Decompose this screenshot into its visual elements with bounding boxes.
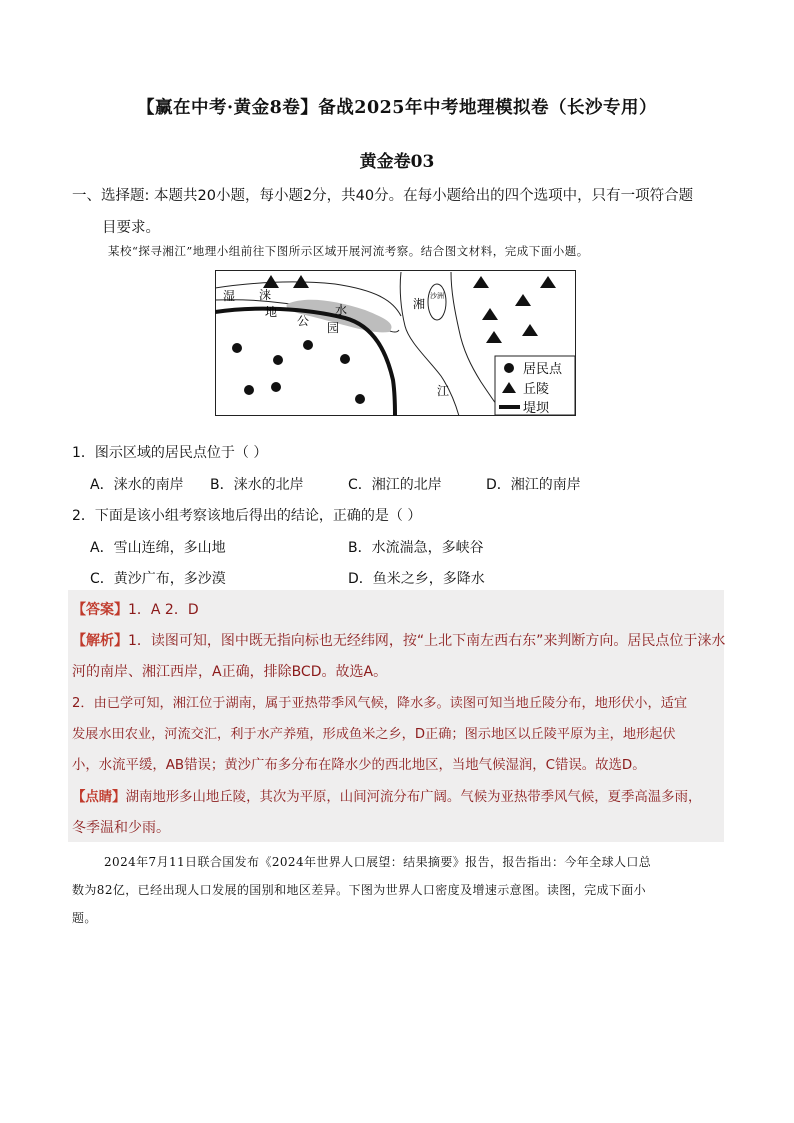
legend-hill-label: 丘陵 [523, 382, 550, 397]
analysis-line-4: 发展水田农业，河流交汇，利于水产养殖，形成鱼米之乡，D正确；图示地区以丘陵平原为主，地形起伏 [72, 727, 676, 742]
label-yuan: 园 [327, 321, 340, 335]
legend-residence-marker [504, 363, 514, 373]
residence-marker [244, 385, 254, 395]
residence-marker [273, 355, 283, 365]
label-gong: 公 [297, 314, 310, 328]
label-shui: 水 [335, 303, 348, 317]
legend-embankment-label: 堤坝 [523, 401, 550, 416]
label-shi: 湿 [223, 289, 236, 303]
label-lai: 涞 [259, 288, 272, 302]
analysis-line-5: 小，水流平缓，AB错误；黄沙广布多分布在降水少的西北地区，当地气候湿润，C错误。故选D。 [72, 758, 646, 773]
material-line-2: 数为82亿，已经出现人口发展的国别和地区差异。下图为世界人口密度及增速示意图。读图，完成下面小 [72, 883, 647, 897]
q1-option-b: B．涞水的北岸 [210, 477, 304, 493]
highlight-line-1 [72, 786, 724, 805]
residence-marker [340, 354, 350, 364]
answer-text: 1．A 2．D [128, 602, 199, 618]
label-jiang: 江 [437, 384, 450, 398]
q2-option-d: D．鱼米之乡，多降水 [348, 571, 485, 587]
analysis-line-2: 河的南岸、湘江西岸，A正确，排除BCD。故选A。 [72, 664, 388, 680]
q1-option-c: C．湘江的北岸 [348, 477, 442, 493]
answer-line [72, 599, 724, 619]
q1-option-a: A．涞水的南岸 [90, 477, 184, 493]
label-di: 地 [265, 305, 278, 319]
material-line-3: 题。 [72, 911, 97, 925]
analysis-tag: 【解析】 [72, 633, 128, 649]
river-map [215, 270, 576, 416]
label-sandbar: 沙洲 [430, 292, 444, 300]
label-xiang: 湘 [413, 297, 426, 311]
question-2-stem: 2．下面是该小组考察该地后得出的结论，正确的是（ ） [72, 508, 422, 524]
highlight-tag: 【点睛】 [72, 790, 126, 805]
q2-option-b: B．水流湍急，多峡谷 [348, 540, 484, 556]
q1-option-d: D．湘江的南岸 [486, 477, 581, 493]
residence-marker [303, 340, 313, 350]
question-intro: 某校“探寻湘江”地理小组前往下图所示区域开展河流考察。结合图文材料，完成下面小题。 [108, 244, 589, 258]
section-line-2: 目要求。 [102, 220, 160, 236]
analysis-line-1 [72, 630, 724, 650]
legend-residence-label: 居民点 [523, 362, 563, 377]
section-instructions [72, 180, 732, 244]
section-line-1: 一、选择题: 本题共20小题，每小题2分，共40分。在每小题给出的四个选项中，只有一项符合题 [72, 188, 694, 204]
material-paragraph [72, 848, 732, 932]
answer-tag: 【答案】 [72, 602, 128, 618]
analysis-text-1: 1．读图可知，图中既无指向标也无经纬网，按“上北下南左西右东”来判断方向。居民点位于涞水 [128, 633, 726, 649]
residence-marker [355, 394, 365, 404]
sandbar [428, 284, 446, 320]
analysis-line-3: 2．由已学可知，湘江位于湖南，属于亚热带季风气候，降水多。读图可知当地丘陵分布，地形伏小，适宜 [72, 696, 688, 711]
material-line-1: 2024年7月11日联合国发布《2024年世界人口展望：结果摘要》报告，报告指出：今年全球人口总 [104, 855, 652, 869]
residence-marker [271, 382, 281, 392]
paper-subtitle: 黄金卷03 [359, 152, 435, 172]
residence-marker [232, 343, 242, 353]
highlight-line-2: 冬季温和少雨。 [72, 820, 170, 836]
page-title: 【赢在中考·黄金8卷】备战2025年中考地理模拟卷（长沙专用） [137, 98, 657, 118]
highlight-text-1: 湖南地形多山地丘陵，其次为平原，山间河流分布广阔。气候为亚热带季风气候，夏季高温多雨， [125, 790, 702, 805]
question-1-stem: 1．图示区域的居民点位于（ ） [72, 445, 268, 461]
q2-option-c: C．黄沙广布，多沙漠 [90, 571, 226, 587]
q2-option-a: A．雪山连绵，多山地 [90, 540, 226, 556]
